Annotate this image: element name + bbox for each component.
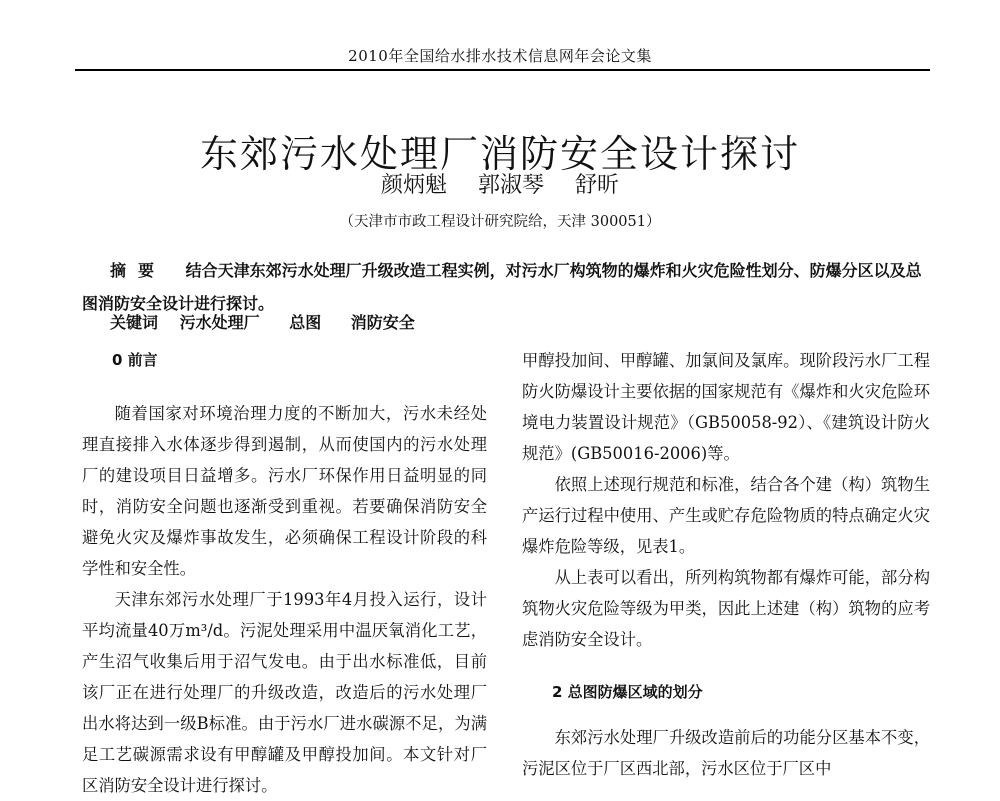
author-name: 颜炳魁 — [380, 173, 447, 198]
paragraph: 甲醇投加间、甲醇罐、加氯间及氯库。现阶段污水厂工程防火防爆设计主要依据的国家规范有《爆炸和火灾危险环境电力装置设计规范》（GB50058-92）、《建筑设计防火规范》(GB50016-2006)等。 — [522, 351, 930, 463]
author-name: 郭淑琴 — [477, 173, 544, 198]
keyword: 污水处理厂 — [179, 313, 260, 332]
header-rule — [75, 69, 930, 71]
section-heading-zoning: 2 总图防爆区域的划分 — [552, 683, 703, 701]
paragraph: 随着国家对环境治理力度的不断加大，污水未经处理直接排入水体逐步得到遏制，从而使国内的污水处理厂的建设项目日益增多。污水厂环保作用日益明显的同时，消防安全问题也逐渐受到重视。若要确保消防安全避免火灾及爆炸事故发生，必须确保工程设计阶段的科学性和安全性。 — [82, 404, 487, 578]
paper-title: 东郊污水处理厂消防安全设计探讨 — [199, 132, 800, 177]
running-header: 2010年全国给水排水技术信息网年会论文集 — [348, 47, 652, 65]
spacer — [522, 655, 930, 677]
section-heading-introduction: 0 前言 — [112, 351, 158, 369]
spacer — [522, 708, 930, 722]
affiliation: （天津市市政工程设计研究院给，天津 300051） — [339, 214, 661, 230]
right-column — [522, 345, 930, 784]
left-column — [82, 345, 487, 801]
spacer — [82, 376, 487, 398]
keywords-label: 关键词 — [110, 313, 159, 332]
paragraph: 依照上述现行规范和标准，结合各个建（构）筑物生产运行过程中使用、产生或贮存危险物质的特点确定火灾爆炸危险等级，见表1。 — [522, 475, 930, 556]
paragraph: 从上表可以看出，所列构筑物都有爆炸可能，部分构筑物火灾危险等级为甲类，因此上述建（构）筑物的应考虑消防安全设计。 — [522, 568, 930, 649]
keyword: 消防安全 — [350, 313, 415, 332]
author-name: 舒昕 — [575, 173, 620, 198]
paragraph: 天津东郊污水处理厂于1993年4月投入运行，设计平均流量40万m³/d。污泥处理采用中温厌氧消化工艺，产生沼气收集后用于沼气发电。由于出水标准低，目前该厂正在进行处理厂的升级改造，改造后的污水处理厂出水将达到一级B标准。由于污水厂进水碳源不足，为满足工艺碳源需求设有甲醇罐及甲醇投加间。本文针对厂区消防安全设计进行探讨。 — [82, 590, 487, 795]
abstract-label: 摘要 — [110, 261, 167, 280]
keywords — [110, 310, 439, 333]
keyword: 总图 — [289, 313, 322, 332]
abstract-text: 结合天津东郊污水处理厂升级改造工程实例，对污水厂构筑物的爆炸和火灾危险性划分、防爆分区以及总图消防安全设计进行探讨。 — [82, 261, 922, 313]
author-list — [0, 168, 1000, 199]
paragraph: 东郊污水处理厂升级改造前后的功能分区基本不变，污泥区位于厂区西北部，污水区位于厂区中 — [522, 728, 930, 778]
